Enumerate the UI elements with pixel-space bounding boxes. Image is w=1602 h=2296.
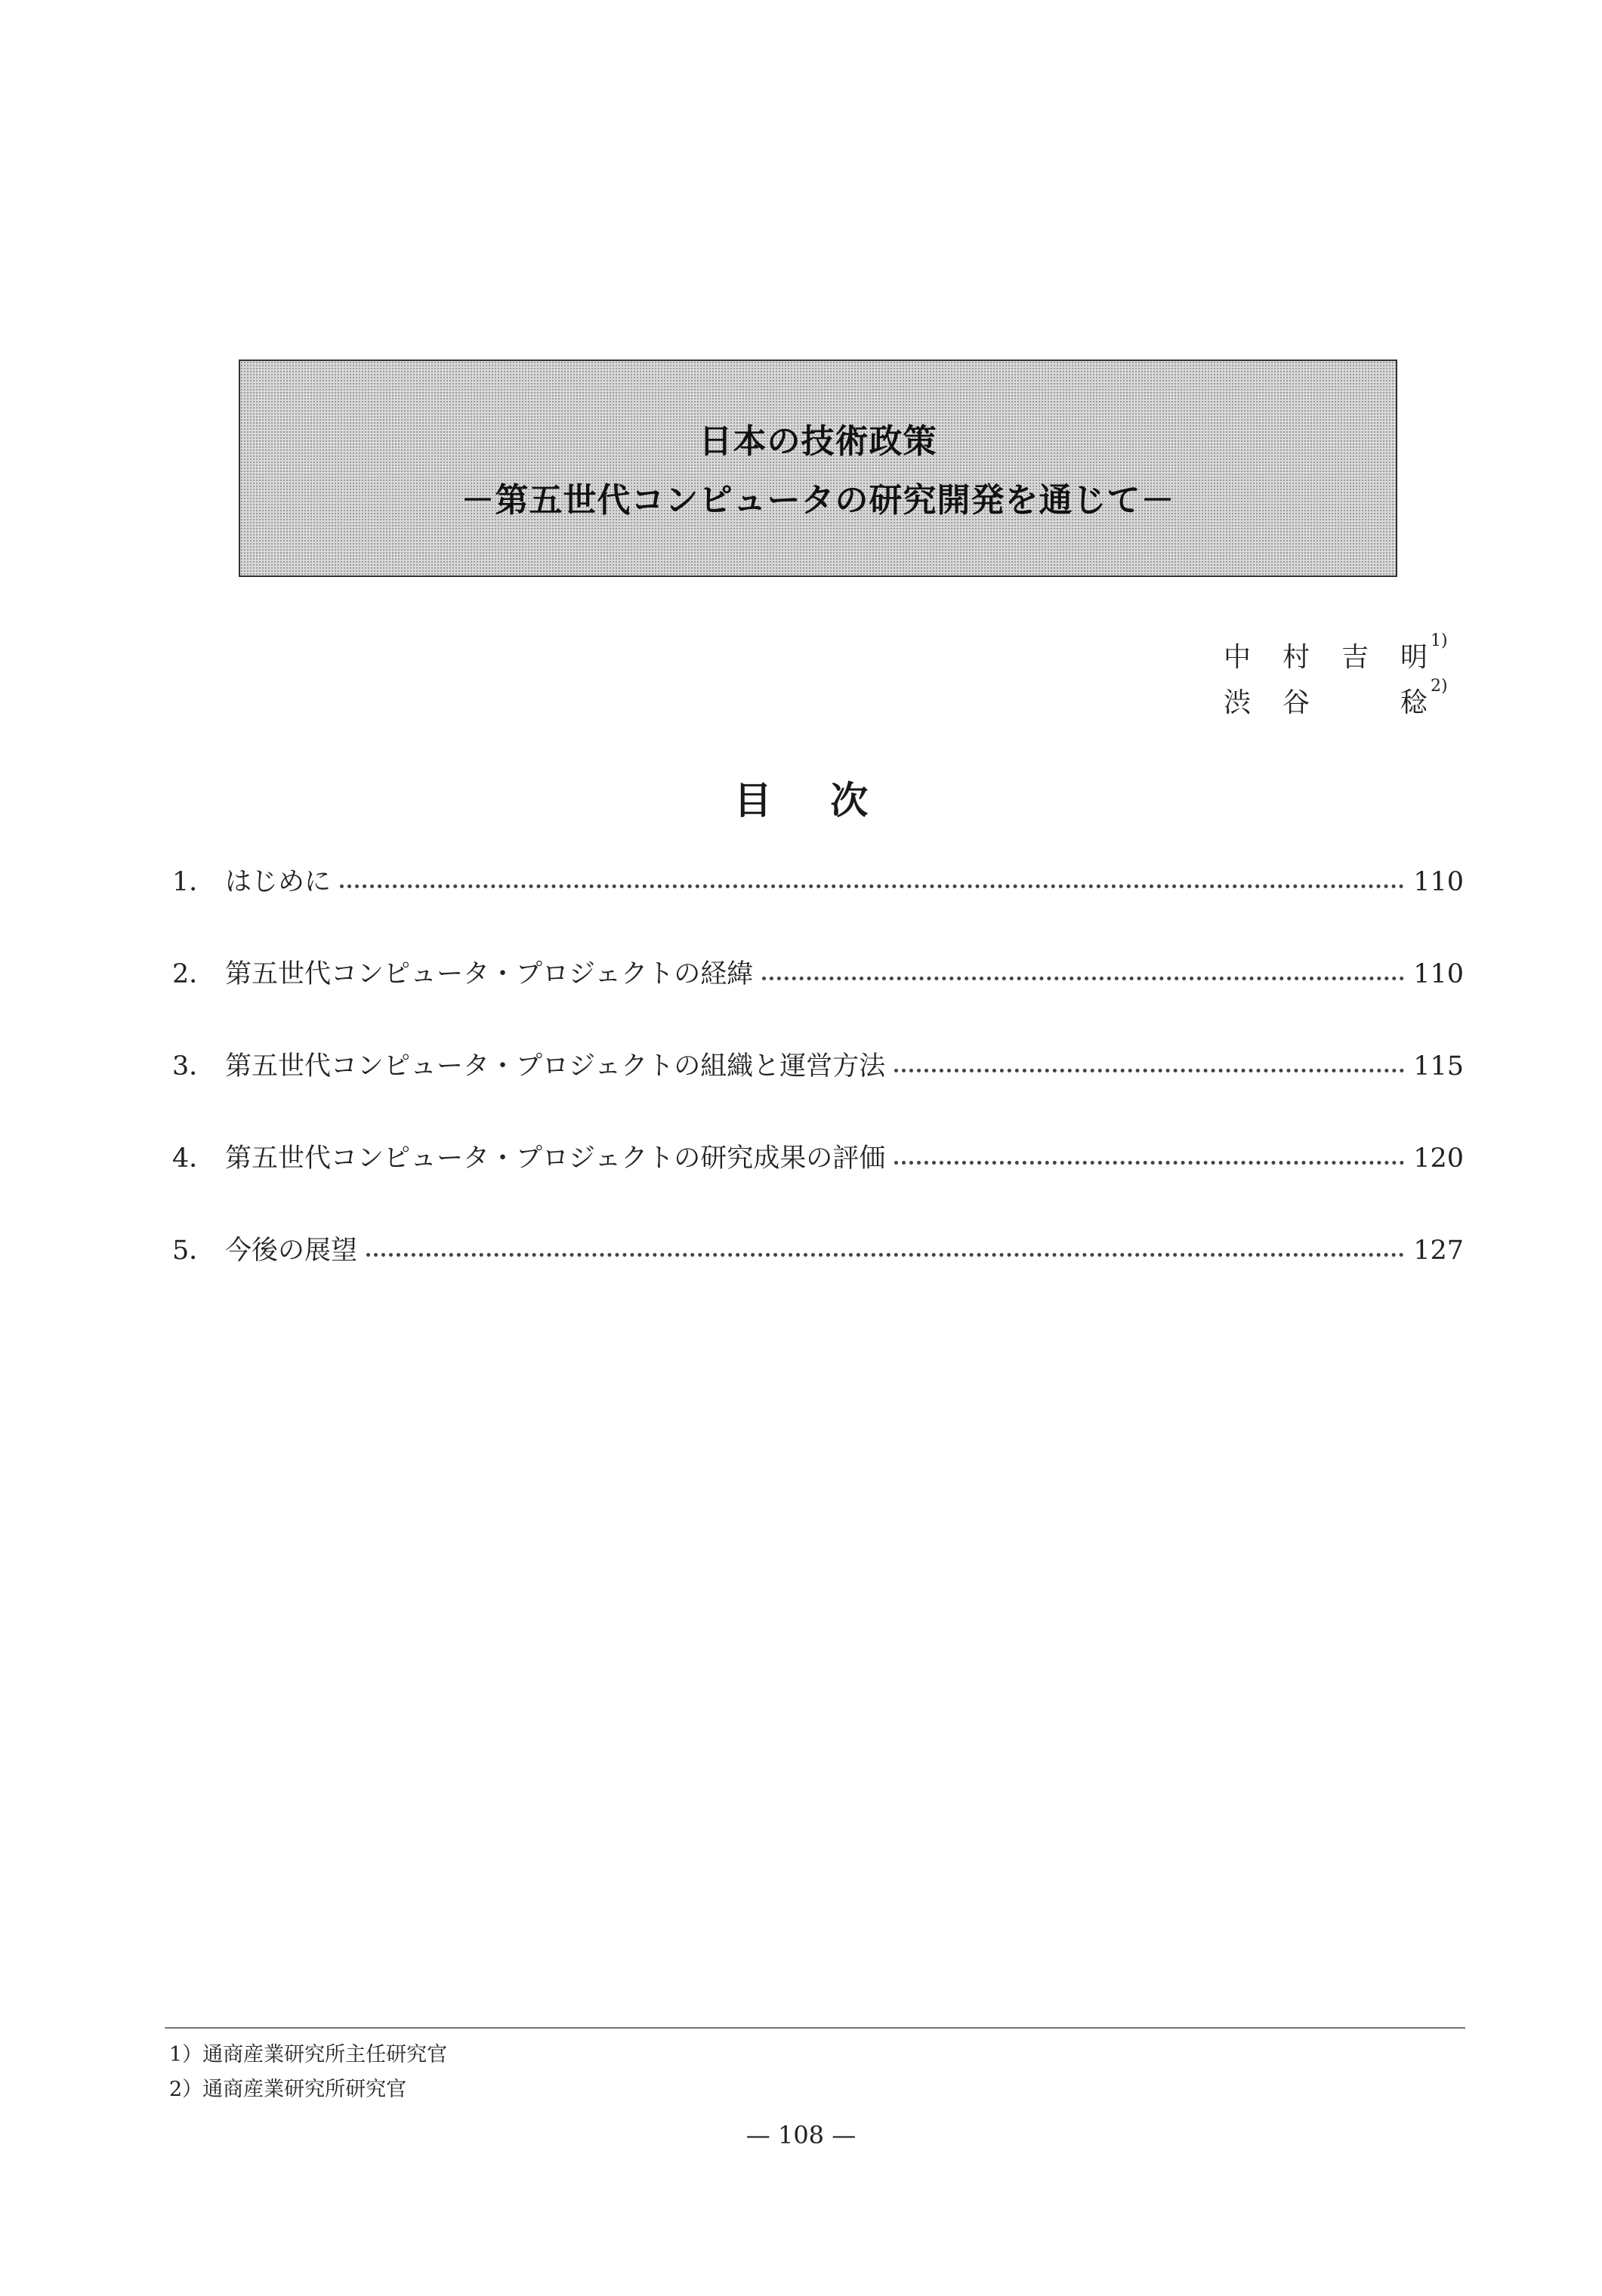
- toc-number: 5．: [172, 1236, 216, 1266]
- toc-title: 第五世代コンピュータ・プロジェクトの組織と運営方法: [225, 1051, 886, 1082]
- author-note: 1): [1431, 631, 1448, 650]
- toc-number: 3．: [172, 1051, 216, 1082]
- author-char: 稔: [1400, 687, 1428, 718]
- toc-heading: 目 次: [733, 779, 869, 822]
- author-char: 中: [1224, 642, 1252, 673]
- toc-page: 127: [1413, 1236, 1464, 1266]
- toc-title: はじめに: [225, 867, 332, 897]
- author-char: 明: [1400, 642, 1428, 673]
- toc-number: 4．: [172, 1143, 216, 1174]
- dot-leader: [894, 1161, 1404, 1165]
- page-number: — 108 —: [745, 2121, 857, 2149]
- footnote-divider: [165, 2027, 1465, 2029]
- toc-item[interactable]: [172, 1137, 1464, 1175]
- toc-number: 1．: [172, 867, 216, 897]
- title-box: [239, 360, 1397, 577]
- dot-leader: [366, 1253, 1404, 1257]
- title-main: 日本の技術政策: [699, 422, 937, 461]
- toc-page: 120: [1413, 1143, 1464, 1174]
- dot-leader: [762, 977, 1404, 980]
- toc-page: 115: [1413, 1051, 1464, 1082]
- footnote: 1）通商産業研究所主任研究官: [169, 2043, 448, 2066]
- dot-leader: [894, 1069, 1404, 1072]
- toc-page: 110: [1413, 867, 1464, 897]
- toc-number: 2．: [172, 959, 216, 989]
- toc-item[interactable]: [172, 1230, 1464, 1267]
- author-char: 吉: [1341, 642, 1369, 673]
- toc-title: 第五世代コンピュータ・プロジェクトの研究成果の評価: [225, 1143, 886, 1174]
- author-char: 谷: [1283, 687, 1310, 718]
- author-row: [1224, 631, 1465, 681]
- toc-page: 110: [1413, 959, 1464, 989]
- author-char: 渋: [1224, 687, 1252, 718]
- title-subtitle: －第五世代コンピュータの研究開発を通じて－: [461, 481, 1175, 520]
- toc-title: 今後の展望: [225, 1236, 358, 1266]
- toc-item[interactable]: [172, 861, 1464, 899]
- footnote: 2）通商産業研究所研究官: [169, 2078, 407, 2101]
- author-char: 村: [1283, 642, 1310, 673]
- toc-item[interactable]: [172, 953, 1464, 991]
- toc-item[interactable]: [172, 1045, 1464, 1083]
- author-note: 2): [1431, 677, 1448, 696]
- toc-title: 第五世代コンピュータ・プロジェクトの経緯: [225, 959, 754, 989]
- author-row: [1224, 677, 1465, 727]
- dot-leader: [340, 884, 1404, 888]
- author-block: [1224, 631, 1465, 727]
